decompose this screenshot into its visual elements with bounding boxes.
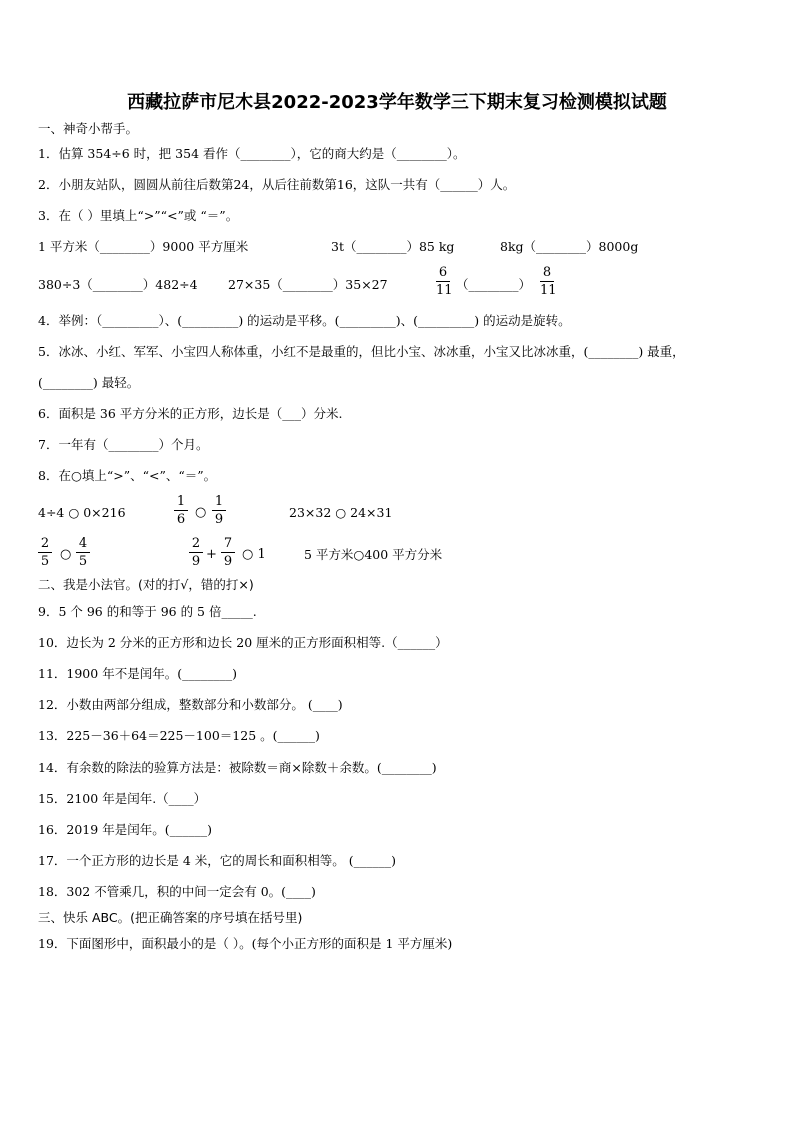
compare-circle: ○ bbox=[60, 547, 72, 562]
numerator: 2 bbox=[191, 536, 201, 551]
question-18: 18．302 不管乘几，积的中间一定会有 0。(____) bbox=[38, 884, 316, 899]
numerator: 2 bbox=[40, 536, 50, 551]
question-8: 8．在○填上“>”、“<”、“＝”。 bbox=[38, 468, 217, 483]
fraction-bar bbox=[212, 510, 226, 511]
question-3-item-f-blank: （________） bbox=[456, 277, 532, 292]
numerator: 1 bbox=[176, 494, 186, 509]
plus-sign: + bbox=[206, 547, 217, 562]
question-5-line-1: 5．冰冰、小红、军军、小宝四人称体重，小红不是最重的，但比小宝、冰冰重，小宝又比冰冰重，(________) 最重， bbox=[38, 344, 685, 359]
fraction-2-5 bbox=[38, 536, 52, 569]
question-8-item-c: 23×32 ○ 24×31 bbox=[289, 505, 393, 520]
question-3-item-d: 380÷3（________）482÷4 bbox=[38, 277, 198, 292]
question-12: 12．小数由两部分组成，整数部分和小数部分。 (____) bbox=[38, 697, 343, 712]
question-9: 9．5 个 96 的和等于 96 的 5 倍_____. bbox=[38, 604, 257, 619]
denominator: 5 bbox=[78, 554, 88, 569]
question-4: 4．举例：（_________）、(_________) 的运动是平移。(_________)、(_________) 的运动是旋转。 bbox=[38, 313, 571, 328]
fraction-2-9 bbox=[189, 536, 203, 569]
question-7: 7．一年有（________）个月。 bbox=[38, 437, 209, 452]
denominator: 11 bbox=[540, 283, 557, 298]
fraction-bar bbox=[540, 281, 554, 282]
question-3-item-b: 3t（________）85 kg bbox=[331, 239, 455, 254]
question-8-item-e-rest: ○ 1 bbox=[242, 547, 266, 562]
question-5-line-2: (________) 最轻。 bbox=[38, 375, 140, 390]
question-13: 13．225－36＋64＝225－100＝125 。(______) bbox=[38, 728, 320, 743]
question-15: 15．2100 年是闰年.（____） bbox=[38, 791, 207, 806]
question-2: 2．小朋友站队，圆圆从前往后数第24，从后往前数第16，这队一共有（______）人。 bbox=[38, 177, 516, 192]
compare-circle: ○ bbox=[195, 505, 207, 520]
numerator: 1 bbox=[214, 494, 224, 509]
fraction-6-11 bbox=[436, 265, 453, 298]
question-3-item-e: 27×35（________）35×27 bbox=[228, 277, 388, 292]
page-title: 西藏拉萨市尼木县2022-2023学年数学三下期末复习检测模拟试题 bbox=[127, 92, 667, 113]
question-8-item-f: 5 平方米○400 平方分米 bbox=[304, 547, 443, 562]
fraction-bar bbox=[38, 552, 52, 553]
denominator: 9 bbox=[214, 512, 224, 527]
question-11: 11．1900 年不是闰年。(________) bbox=[38, 666, 237, 681]
denominator: 5 bbox=[40, 554, 50, 569]
question-19: 19．下面图形中，面积最小的是（ ）。(每个小正方形的面积是 1 平方厘米) bbox=[38, 936, 453, 951]
section-heading-2: 二、我是小法官。(对的打√，错的打×) bbox=[38, 577, 254, 592]
question-6: 6．面积是 36 平方分米的正方形，边长是（___）分米. bbox=[38, 406, 343, 421]
question-17: 17．一个正方形的边长是 4 米，它的周长和面积相等。 (______) bbox=[38, 853, 397, 868]
numerator: 4 bbox=[78, 536, 88, 551]
section-heading-1: 一、神奇小帮手。 bbox=[38, 121, 139, 136]
fraction-bar bbox=[76, 552, 90, 553]
question-16: 16．2019 年是闰年。(______) bbox=[38, 822, 212, 837]
fraction-bar bbox=[221, 552, 235, 553]
fraction-1-9 bbox=[212, 494, 226, 527]
fraction-bar bbox=[436, 281, 450, 282]
question-1: 1．估算 354÷6 时，把 354 看作（________），它的商大约是（________）。 bbox=[38, 146, 466, 161]
fraction-bar bbox=[174, 510, 188, 511]
fraction-8-11 bbox=[540, 265, 557, 298]
denominator: 11 bbox=[436, 283, 453, 298]
question-10: 10．边长为 2 分米的正方形和边长 20 厘米的正方形面积相等.（______） bbox=[38, 635, 448, 650]
fraction-7-9 bbox=[221, 536, 235, 569]
fraction-4-5 bbox=[76, 536, 90, 569]
question-3: 3．在（ ）里填上“>”“<”或 “＝”。 bbox=[38, 208, 239, 223]
question-3-item-c: 8kg（________）8000g bbox=[500, 239, 639, 254]
numerator: 8 bbox=[542, 265, 552, 280]
question-8-item-a: 4÷4 ○ 0×216 bbox=[38, 505, 126, 520]
numerator: 6 bbox=[438, 265, 448, 280]
denominator: 9 bbox=[191, 554, 201, 569]
fraction-1-6 bbox=[174, 494, 188, 527]
denominator: 6 bbox=[176, 512, 186, 527]
denominator: 9 bbox=[223, 554, 233, 569]
numerator: 7 bbox=[223, 536, 233, 551]
question-14: 14．有余数的除法的验算方法是：被除数＝商×除数＋余数。(________) bbox=[38, 760, 437, 775]
question-3-item-a: 1 平方米（________）9000 平方厘米 bbox=[38, 239, 249, 254]
fraction-bar bbox=[189, 552, 203, 553]
section-heading-3: 三、快乐 ABC。(把正确答案的序号填在括号里) bbox=[38, 910, 303, 925]
